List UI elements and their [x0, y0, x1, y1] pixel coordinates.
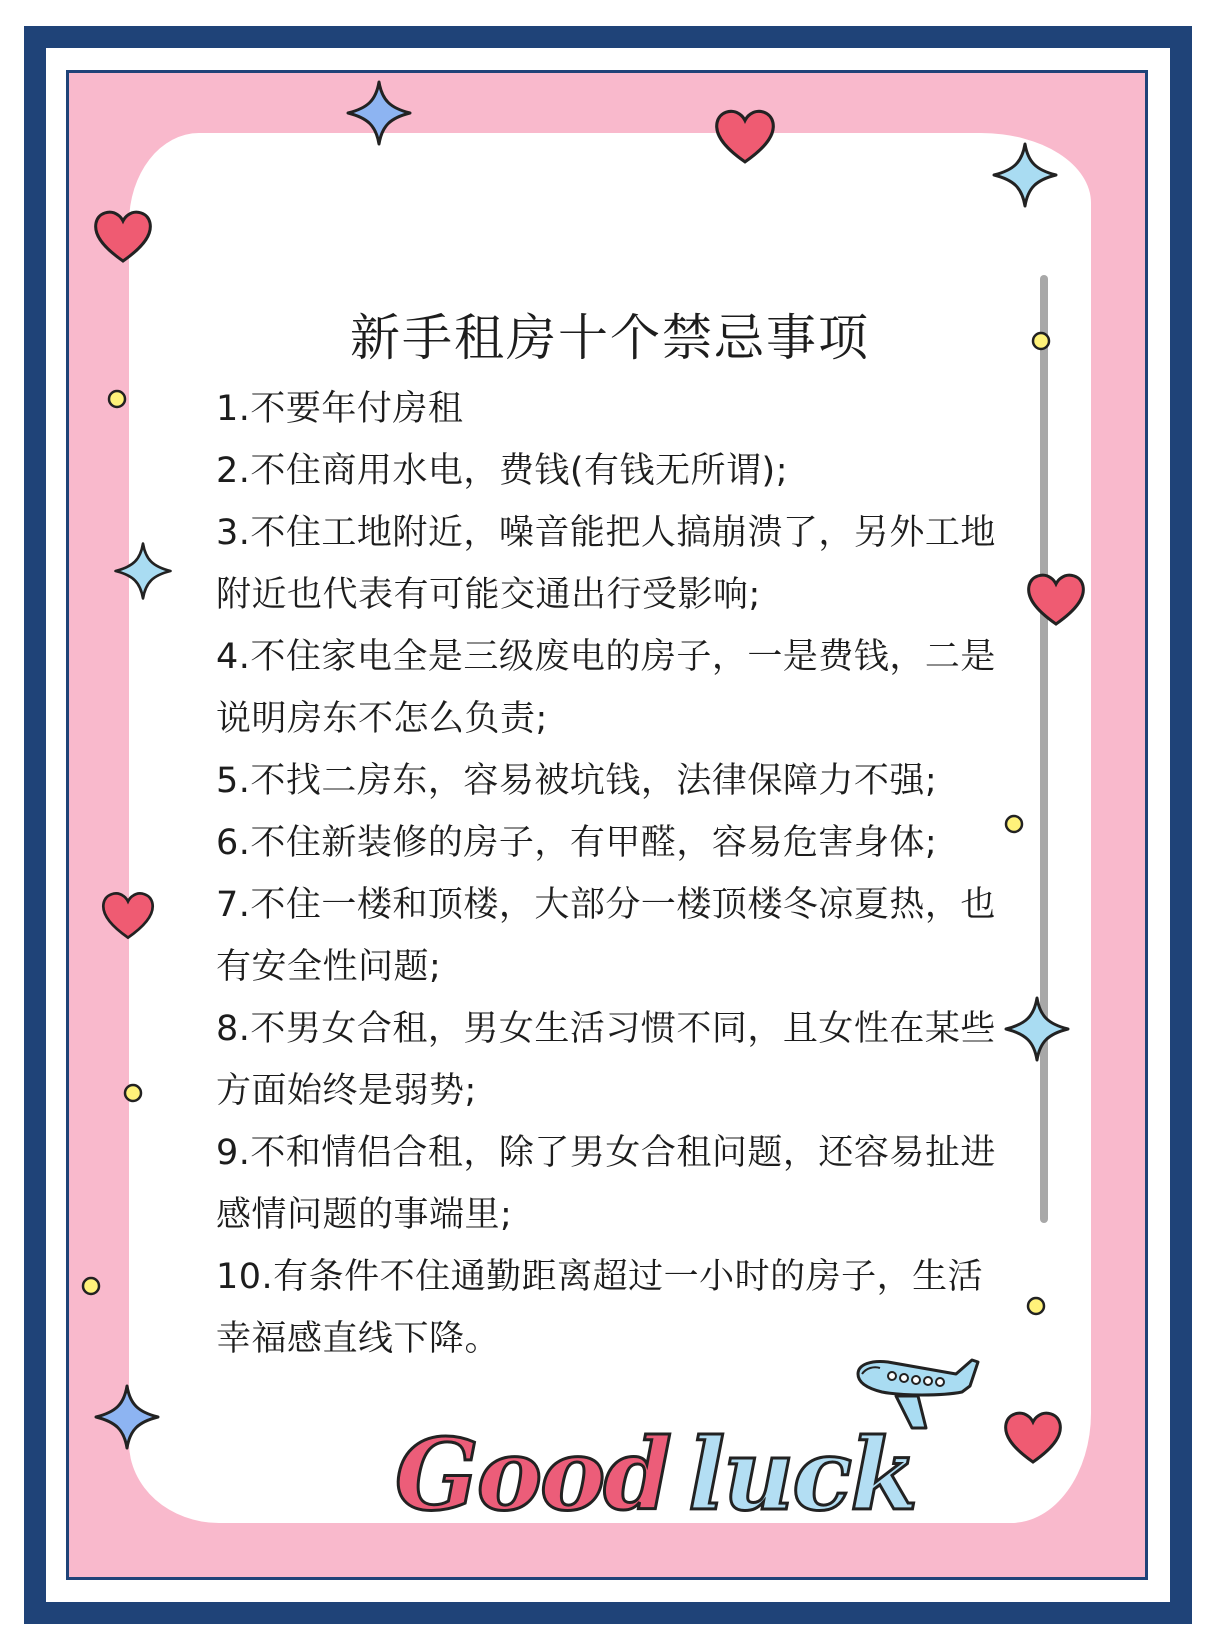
list-item: 2.不住商用水电，费钱(有钱无所谓);: [216, 451, 788, 491]
good-text: Good: [395, 1418, 670, 1533]
list-item: 6.不住新装修的房子，有甲醛，容易危害身体;: [216, 823, 938, 863]
page-title: 新手租房十个禁忌事项: [350, 309, 870, 367]
list-item: 10.有条件不住通勤距离超过一小时的房子，生活幸福感直线下降。: [216, 1257, 984, 1359]
list-item: 7.不住一楼和顶楼，大部分一楼顶楼冬凉夏热，也有安全性问题;: [216, 885, 996, 987]
list-item: 1.不要年付房租: [216, 389, 464, 429]
list-item: 4.不住家电全是三级废电的房子，一是费钱，二是说明房东不怎么负责;: [216, 637, 996, 739]
list-item: 9.不和情侣合租，除了男女合租问题，还容易扯进感情问题的事端里;: [216, 1133, 996, 1235]
list-item: 3.不住工地附近，噪音能把人搞崩溃了，另外工地附近也代表有可能交通出行受影响;: [216, 513, 996, 615]
list-item: 5.不找二房东，容易被坑钱，法律保障力不强;: [216, 761, 938, 801]
item-list: [216, 378, 996, 1370]
list-item: 8.不男女合租，男女生活习惯不同，且女性在某些方面始终是弱势;: [216, 1009, 996, 1111]
luck-text: luck: [687, 1418, 917, 1533]
good-luck-logo: [395, 1418, 917, 1538]
